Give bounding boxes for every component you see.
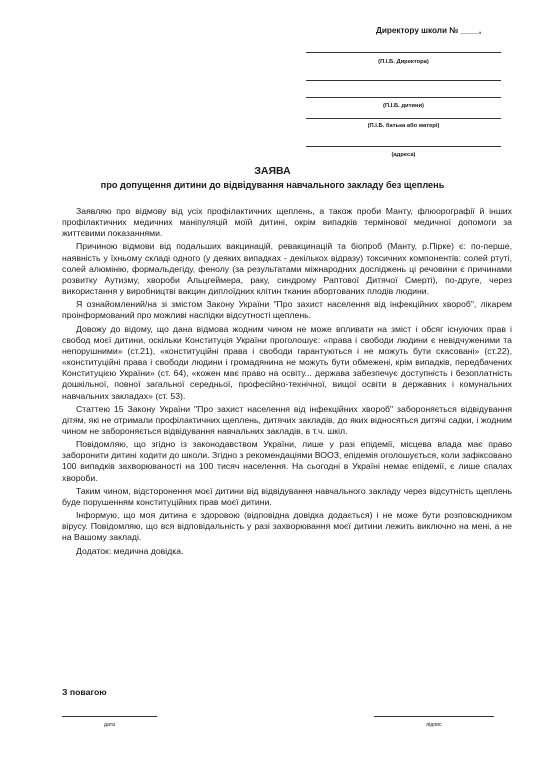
parent-name-caption: (П.І.Б. батька або матері): [367, 123, 440, 129]
director-name-line: [306, 52, 501, 53]
closing-regards: З повагою: [62, 687, 107, 697]
signature-caption: підпис: [426, 722, 442, 728]
paragraph-article-15: Статтею 15 Закону України "Про захист населення від інфекційних хвороб" забороняється відвідування дітям, які не отримали профілактичних щеплень, дитячих закладів, до яких відносяться дитячі садки, і жодним чином не забороняється відвідування навчальних закладів, в т.ч. шкіл.: [62, 403, 512, 436]
address-caption: (адреса): [391, 152, 416, 158]
paragraph-epidemic: Повідомляю, що згідно із законодавством України, лише у разі епідемії, місцева влада має право заборонити дитині ходити до школи. Згідно з рекомендаціями ВООЗ, епідемія оголошується, коли зафіксовано 100 випадків захворюваності на 100 тисяч населення. На сьогодні в Україні немає епідемії, є лише спалах хвороби.: [62, 439, 512, 483]
paragraph-health: Інформую, що моя дитина є здоровою (відповідна довідка додається) і не може бути розповсюдником вірусу. Повідомляю, що вся відповідальність у разі захворювання моєї дитини лежить виключно на мені, а не на Вашому закладі.: [62, 510, 512, 543]
director-name-caption: (П.І.Б. Директора): [378, 59, 429, 65]
paragraph-attachment: Додаток: медична довідка.: [76, 545, 184, 556]
document-subtitle: про допущення дитини до відвідування навчального закладу без щеплень: [100, 180, 445, 190]
child-name-caption: (П.І.Б. дитини): [383, 103, 424, 109]
signature-line: [374, 716, 494, 717]
child-name-line: [306, 97, 501, 98]
paragraph-reasons: Причиною відмови від подальших вакцинацій, ревакцинацій та біопроб (Манту, р.Пірке) є: по-перше, наявність у їхньому складі одного (у деяких випадках - декількох відразу) токсичних компонентів: солей ртуті, солей алюмінію, формальдегіду, фенолу (за результатами міжнародних досліджень ці речовини є причинами розвитку Аутизму, хвороби Альцгеймера, раку, синдрому Раптової Дитячої Смерті), по-друге, через використання у виробництві вакцин диплоїдних клітин тканин абортованих плодів людини.: [62, 241, 512, 297]
paragraph-conclusion: Таким чином, відсторонення моєї дитини від відвідування навчального закладу через відсутність щеплень буде порушенням конституційних прав моєї дитини.: [62, 485, 512, 507]
paragraph-refusal: Заявляю про відмову від усіх профілактичних щеплень, а також проби Манту, флюорографії й інших профілактичних медичних маніпуляцій моїй дитині, окрім випадків термінової медичної допомоги за життєвими показаннями.: [62, 206, 512, 239]
document-title: ЗАЯВА: [254, 165, 291, 177]
parent-name-line: [306, 118, 501, 119]
date-line: [62, 716, 157, 717]
document-body: [62, 206, 512, 559]
date-caption: дата: [103, 722, 115, 728]
addressee-line: Директору школи № ____,: [376, 26, 482, 35]
paragraph-constitution: Довожу до відому, що дана відмова жодним чином не може впливати на зміст і обсяг існуючих прав і свобод моєї дитини, оскільки Конституція України проголошує: «права і свободи людини є невідчуженими та непорушними» (ст.21), «конституційні права і свободи гарантуються і не можуть бути скасовані» (ст.22), «конституційні права і свободи людини і громадянина не можуть бути обмежені, крім випадків, передбачених Конституцією України» (ст. 64), «кожен має право на освіту... держава забезпечує доступність і безоплатність дошкільної, повної загальної середньої, професійно-технічної, вищої освіти в державних і комунальних навчальних закладах» (ст. 53).: [62, 323, 512, 401]
applicant-extra-line: [306, 80, 501, 81]
address-line: [306, 146, 501, 147]
paragraph-acknowledgement: Я ознайомлений/на зі змістом Закону України "Про захист населення від інфекційних хвороб", лікарем проінформований про можливі наслідки відсутності щеплень.: [62, 299, 512, 321]
